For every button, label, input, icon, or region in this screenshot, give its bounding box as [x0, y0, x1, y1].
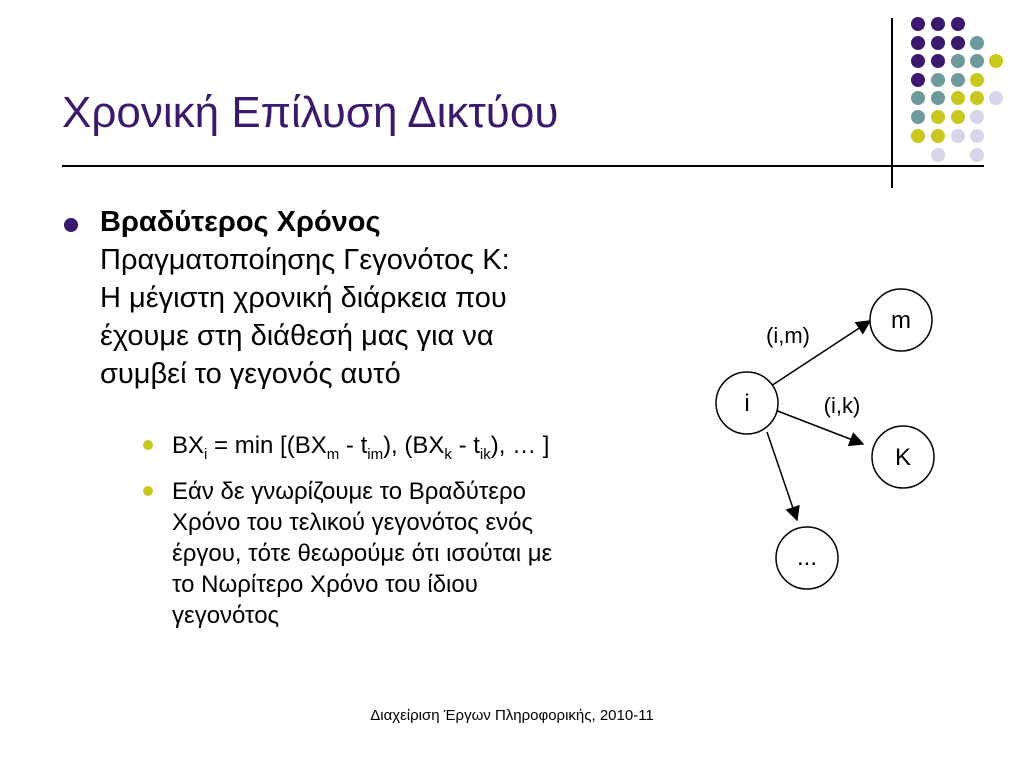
sub-line-3: έργου, τότε θεωρούμε ότι ισούται με: [172, 540, 553, 567]
network-diagram: [700, 280, 960, 600]
sub-bullet-marker-2: [143, 486, 153, 496]
formula-eq: = min [(BX: [207, 432, 327, 459]
main-bullet-text: [100, 203, 660, 393]
node-m-label: m: [891, 307, 911, 334]
node-more-label: ...: [796, 544, 818, 571]
sub-line-4: το Νωρίτερο Χρόνο του ίδιου: [172, 571, 478, 598]
edge-label-ik: (i,k): [823, 393, 861, 418]
formula-mid: ), (BX: [383, 432, 445, 459]
formula-sub-m: m: [326, 445, 340, 463]
edge-label-im: (i,m): [766, 323, 810, 348]
node-k-label: K: [894, 444, 912, 471]
formula-sub-i: i: [204, 445, 208, 463]
formula-bx: BX: [172, 432, 205, 459]
dot-grid-icon: [0, 0, 1024, 170]
bullet-heading: Βραδύτερος Χρόνος: [100, 206, 381, 238]
formula-end: ), … ]: [490, 432, 550, 459]
bullet-marker: [64, 218, 78, 232]
bullet-line-1: Πραγματοποίησης Γεγονότος Κ:: [100, 244, 510, 276]
edge-i-more: [767, 432, 797, 520]
formula-minus-1: - t: [339, 432, 368, 459]
formula-minus-2: - t: [451, 432, 480, 459]
sub-line-5: γεγονότος: [172, 602, 280, 629]
sub-bullet-formula: [172, 430, 672, 470]
bullet-line-4: συμβεί το γεγονός αυτό: [100, 358, 401, 390]
node-i-label: i: [744, 390, 750, 417]
slide-footer: Διαχείριση Έργων Πληροφορικής, 2010-11: [370, 707, 654, 724]
sub-bullet-text: [172, 476, 672, 631]
sub-line-2: Χρόνο του τελικού γεγονότος ενός: [172, 509, 534, 536]
bullet-line-2: Η μέγιστη χρονική διάρκεια που: [100, 282, 507, 314]
formula-sub-im: im: [367, 445, 384, 463]
sub-bullet-marker-1: [143, 440, 153, 450]
formula-sub-k: k: [444, 445, 452, 463]
sub-line-1: Εάν δε γνωρίζουμε το Βραδύτερο: [172, 478, 526, 505]
slide-title: Χρονική Επίλυση Δικτύου: [62, 88, 559, 137]
formula-sub-ik: ik: [479, 445, 491, 463]
bullet-line-3: έχουμε στη διάθεσή μας για να: [100, 320, 494, 352]
